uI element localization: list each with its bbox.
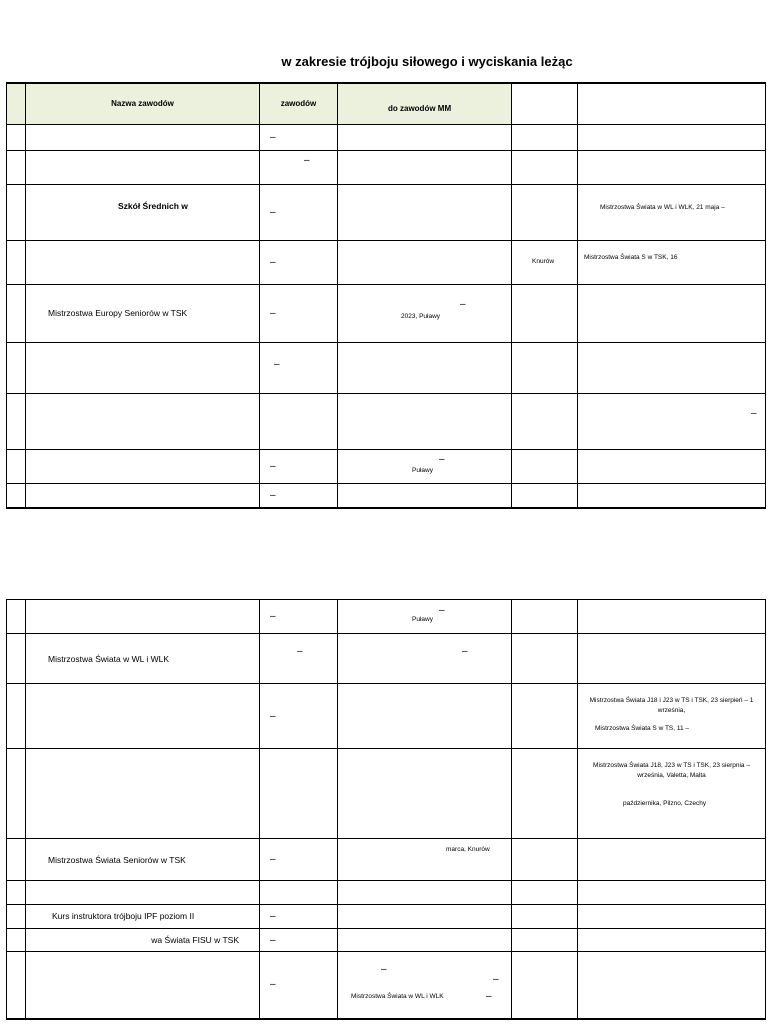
mm-cell: – bbox=[338, 634, 512, 684]
date-cell: – bbox=[260, 184, 338, 240]
table-row bbox=[7, 905, 766, 929]
table-row bbox=[7, 881, 766, 905]
date-cell: – bbox=[260, 905, 338, 929]
date-cell: – bbox=[260, 124, 338, 150]
competition-name: Mistrzostwa Świata w WL i WLK bbox=[26, 634, 260, 684]
mm-cell: marca, Knurów bbox=[338, 839, 512, 881]
competition-name: Mistrzostwa Świata Seniorów w TSK bbox=[26, 839, 260, 881]
table-row bbox=[7, 449, 766, 483]
mm-cell: – – Mistrzostwa Świata w WL i WLK – bbox=[338, 952, 512, 1019]
date-cell: – bbox=[260, 342, 338, 393]
header-col6 bbox=[578, 83, 766, 124]
header-mm: do zawodów MM bbox=[338, 83, 512, 124]
table-row bbox=[7, 600, 766, 634]
table-row bbox=[7, 150, 766, 184]
date-cell: – bbox=[260, 634, 338, 684]
header-col5 bbox=[512, 83, 578, 124]
table-row bbox=[7, 839, 766, 881]
document-title: w zakresie trójboju siłowego i wyciskania leżąc bbox=[281, 54, 573, 69]
header-index-cell bbox=[7, 83, 26, 124]
table-row bbox=[7, 342, 766, 393]
mm-cell: – 2023, Puławy bbox=[338, 284, 512, 342]
notes-cell: Mistrzostwa Świata J18 i J23 w TS i TSK, 23 sierpień – 1 września, Mistrzostwa Świata S w TS, 11 – bbox=[578, 684, 766, 749]
table-row bbox=[7, 184, 766, 240]
date-cell: – bbox=[260, 483, 338, 508]
header-zawodow: zawodów bbox=[260, 83, 338, 124]
date-cell: – bbox=[260, 240, 338, 284]
notes-cell: Mistrzostwa Świata J18, J23 w TS i TSK, 23 sierpnia – września, Valetta, Malta października, Pilzno, Czechy bbox=[578, 749, 766, 839]
notes-cell: Mistrzostwa Świata S w TSK, 16 bbox=[578, 240, 766, 284]
table-row bbox=[7, 952, 766, 1019]
table-row bbox=[7, 634, 766, 684]
table-row bbox=[7, 393, 766, 449]
date-cell: – bbox=[260, 929, 338, 952]
notes-cell: – bbox=[578, 393, 766, 449]
header-competition-name: Nazwa zawodów bbox=[26, 83, 260, 124]
competitions-table-bottom bbox=[6, 599, 766, 1020]
table-row bbox=[7, 124, 766, 150]
table-header-row bbox=[7, 83, 766, 124]
table-row bbox=[7, 483, 766, 508]
competition-name: wa Świata FISU w TSK bbox=[26, 929, 260, 952]
table-row bbox=[7, 240, 766, 284]
date-cell: – bbox=[260, 449, 338, 483]
date-cell: – bbox=[260, 600, 338, 634]
date-cell: – bbox=[260, 284, 338, 342]
place-cell: Knurów bbox=[512, 240, 578, 284]
table-row bbox=[7, 929, 766, 952]
competition-name: Kurs instruktora trójboju IPF poziom II bbox=[26, 905, 260, 929]
table-row bbox=[7, 749, 766, 839]
table-row bbox=[7, 284, 766, 342]
notes-cell: Mistrzostwa Świata w WL i WLK, 21 maja – bbox=[578, 184, 766, 240]
mm-cell: – Puławy bbox=[338, 449, 512, 483]
date-cell: – bbox=[260, 684, 338, 749]
competition-name: Szkół Średnich w bbox=[26, 184, 260, 240]
mm-cell: – Puławy bbox=[338, 600, 512, 634]
date-cell: – bbox=[260, 150, 338, 184]
table-row bbox=[7, 684, 766, 749]
competition-name: Mistrzostwa Europy Seniorów w TSK bbox=[26, 284, 260, 342]
competitions-table-top bbox=[6, 82, 766, 509]
date-cell: – bbox=[260, 839, 338, 881]
date-cell: – bbox=[260, 952, 338, 1019]
